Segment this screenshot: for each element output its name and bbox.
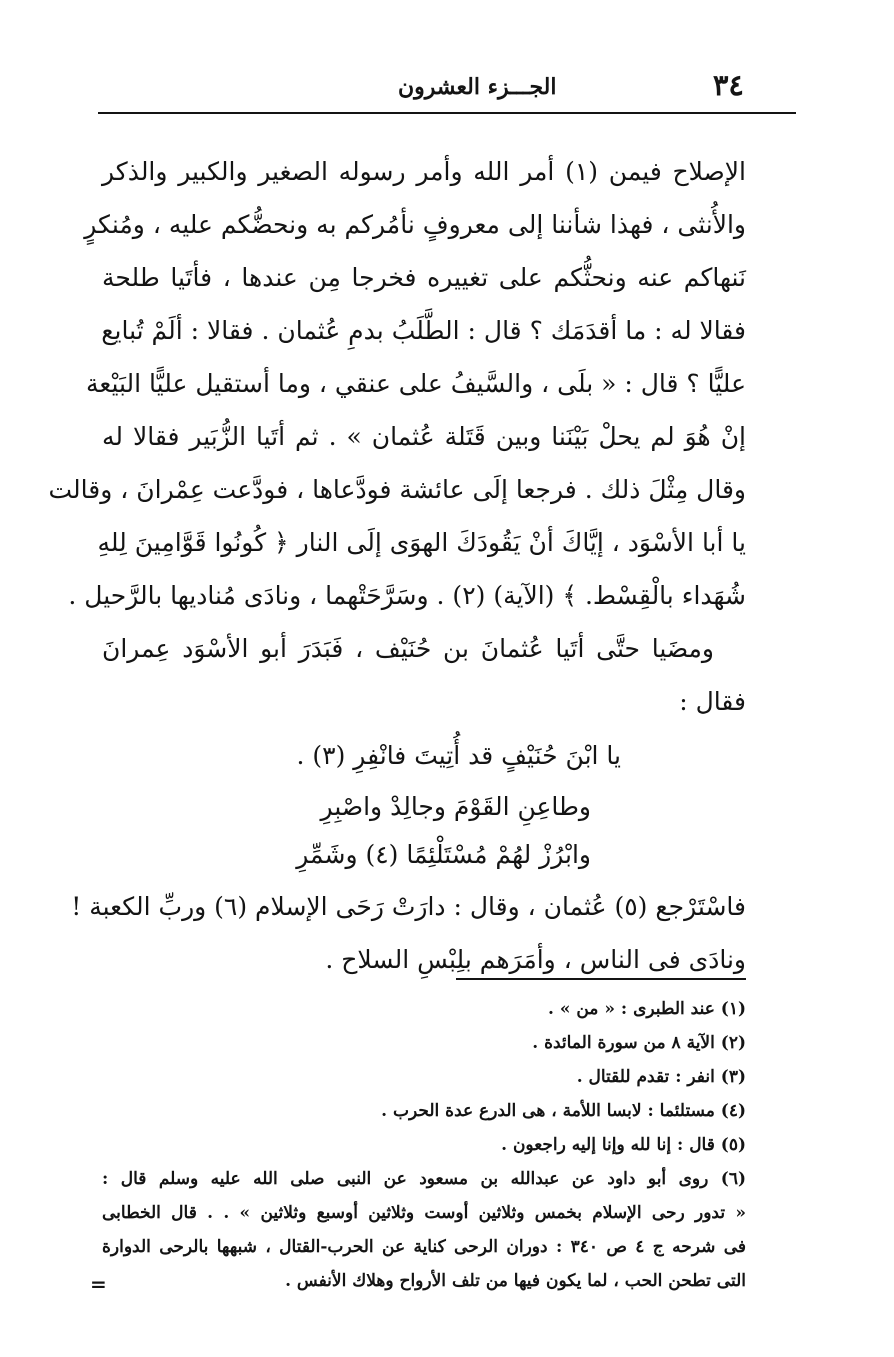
verse-line: وابْرُزْ لهُمْ مُسْتَلْئِمًا (٤) وشَمِّرِ (296, 840, 591, 869)
header-rule (98, 112, 796, 114)
text-line: إنْ هُوَ لم يحلْ بَيْنَنا وبين قَتَلة عُثمان » . ثم أتَيا الزُّبَير فقالا له (102, 422, 746, 451)
footnote-continued: التى تطحن الحب ، لما يكون فيها من تلف الأرواح وهلاك الأنفس . (285, 1271, 746, 1291)
footnote-continued: « تدور رحى الإسلام بخمس وثلاثين أوست وثلاثين أوسبع وثلاثين » . . قال الخطابى (102, 1203, 746, 1223)
footnote: (٣) انفر : تقدم للقتال . (576, 1067, 746, 1087)
text-line: يا أبا الأسْوَد ، إيَّاكَ أنْ يَقُودَكَ الهوَى إلَى النار ﴿ كُونُوا قَوَّامِينَ لِلهِ (97, 528, 746, 557)
verse-line: يا ابْنَ حُنَيْفٍ قد أُتِيتَ فانْفِرِ (٣) . (296, 741, 621, 770)
footnote-continued: فى شرحه ج ٤ ص ٣٤٠ : دوران الرحى كناية عن الحرب-القتال ، شبهها بالرحى الدوارة (102, 1237, 747, 1257)
text-line: ونادَى فى الناس ، وأمَرَهم بلِبْسِ السلاح . (325, 945, 746, 974)
footnotes (102, 992, 746, 1298)
text-line: والأُنثى ، فهذا شأننا إلى معروفٍ نأمُركم به ونحضُّكم عليه ، ومُنكرٍ (84, 210, 746, 239)
text-line: وقال مِثْلَ ذلك . فرجعا إلَى عائشة فودَّعاها ، فودَّعت عِمْرانَ ، وقالت (48, 475, 746, 504)
footnote: (٥) قال : إنا لله وإنا إليه راجعون . (501, 1135, 746, 1155)
text-line: ومضَيا حتَّى أتَيا عُثمانَ بن حُنَيْف ، فَبَدَرَ أبو الأسْوَد عِمرانَ (102, 634, 715, 663)
footnote: (١) عند الطبرى : « من » . (547, 999, 746, 1019)
text-line: عليًّا ؟ قال : « بلَى ، والسَّيفُ على عنقي ، وما أستقيل عليًّا البَيْعة (86, 369, 746, 398)
text-line: فقال : (679, 687, 746, 716)
main-text (48, 145, 746, 986)
page-number: ٣٤ (712, 68, 744, 102)
page-header (98, 68, 744, 108)
text-line: نَنهاكم عنه ونحثُّكم على تغييره فخرجا مِن عندها ، فأتَيا طلحة (102, 263, 746, 292)
text-line: فاسْتَرْجع (٥) عُثمان ، وقال : دارَتْ رَحَى الإسلام (٦) وربِّ الكعبة ! (71, 892, 746, 921)
text-line: الإصلاح فيمن (١) أمر الله وأمر رسوله الصغير والكبير والذكر (102, 157, 746, 186)
footnote: (٦) روى أبو داود عن عبدالله بن مسعود عن النبى صلى الله عليه وسلم قال : (102, 1169, 746, 1189)
footnote-rule (456, 978, 746, 980)
text-line: شُهَداء بالْقِسْط. ﴾ (الآية) (٢) . وسَرَّحَتْهما ، ونادَى مُناديها بالرَّحيل . (68, 581, 746, 610)
end-mark: = (90, 1272, 107, 1296)
verse-line: وطاعِنِ القَوْمَ وجالِدْ واصْبِرِ (320, 792, 591, 821)
running-title: الجـــزء العشرون (398, 74, 557, 100)
footnote: (٤) مستلئما : لابسا اللأمة ، هى الدرع عدة الحرب . (381, 1101, 746, 1121)
text-line: فقالا له : ما أقدَمَك ؟ قال : الطَّلَبُ بدمِ عُثمان . فقالا : ألَمْ تُبايع (101, 316, 746, 345)
footnote: (٢) الآية ٨ من سورة المائدة . (532, 1033, 746, 1053)
